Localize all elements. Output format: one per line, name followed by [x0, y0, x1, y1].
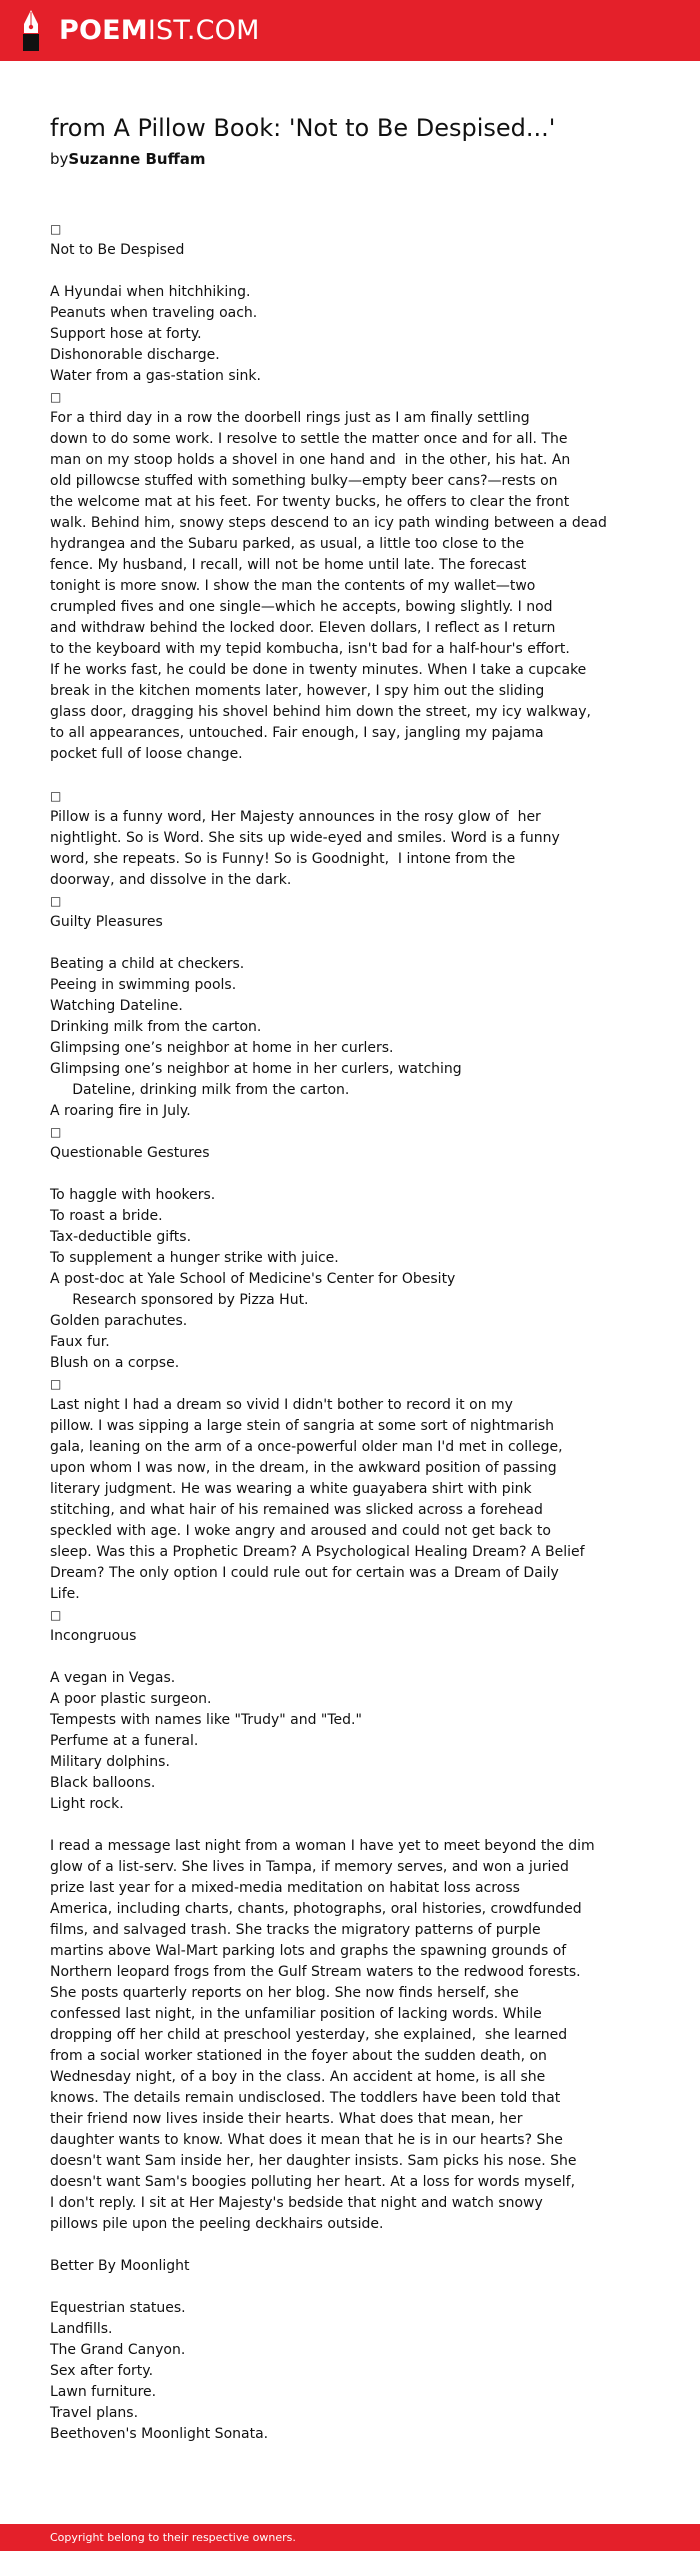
- poem-line: A Hyundai when hitchhiking.: [50, 284, 251, 300]
- poem-line: word, she repeats. So is Funny! So is Goodnight, I intone from the: [50, 851, 516, 867]
- poem-byline: [50, 149, 206, 169]
- poem-line: Perfume at a funeral.: [50, 1733, 199, 1749]
- poem-line: man on my stoop holds a shovel in one hand and in the other, his hat. An: [50, 452, 571, 468]
- poem-line: Support hose at forty.: [50, 326, 202, 342]
- poem-line: Not to Be Despised: [50, 242, 185, 258]
- poem-line: Life.: [50, 1586, 80, 1602]
- poem-line: Watching Dateline.: [50, 998, 183, 1014]
- poem-line: martins above Wal-Mart parking lots and graphs the spawning grounds of: [50, 1943, 567, 1959]
- stanza-spacer: [50, 2235, 665, 2256]
- poem-line: break in the kitchen moments later, however, I spy him out the sliding: [50, 683, 545, 699]
- poem-line: the welcome mat at his feet. For twenty bucks, he offers to clear the front: [50, 494, 570, 510]
- poem-line: doesn't want Sam's boogies polluting her heart. At a loss for words myself,: [50, 2174, 576, 2190]
- poem-line: Military dolphins.: [50, 1754, 170, 1770]
- poem-line: If he works fast, he could be done in twenty minutes. When I take a cupcake: [50, 662, 587, 678]
- poem-line: glass door, dragging his shovel behind him down the street, my icy walkway,: [50, 704, 591, 720]
- poem-line: films, and salvaged trash. She tracks the migratory patterns of purple: [50, 1922, 541, 1938]
- poem-line: Peanuts when traveling oach.: [50, 305, 258, 321]
- poem-line: Drinking milk from the carton.: [50, 1019, 262, 1035]
- section-marker-glyph: □: [50, 1377, 62, 1391]
- poem-line: Northern leopard frogs from the Gulf Stream waters to the redwood forests.: [50, 1964, 581, 1980]
- poem-line: daughter wants to know. What does it mean that he is in our hearts? She: [50, 2132, 563, 2148]
- logo-bold-text: POEM: [59, 15, 148, 46]
- stanza-spacer: [50, 261, 665, 282]
- poem-line: Beethoven's Moonlight Sonata.: [50, 2426, 269, 2442]
- poem-line: nightlight. So is Word. She sits up wide-eyed and smiles. Word is a funny: [50, 830, 560, 846]
- poem-line: Questionable Gestures: [50, 1145, 210, 1161]
- poem-line: walk. Behind him, snowy steps descend to an icy path winding between a dead: [50, 515, 607, 531]
- poem-line: Light rock.: [50, 1796, 124, 1812]
- poem-line: stitching, and what hair of his remained was slicked across a forehead: [50, 1502, 543, 1518]
- poem-line: I don't reply. I sit at Her Majesty's bedside that night and watch snowy: [50, 2195, 543, 2211]
- poem-line: America, including charts, chants, photographs, oral histories, crowdfunded: [50, 1901, 582, 1917]
- poem-line: pocket full of loose change.: [50, 746, 243, 762]
- poem-line: hydrangea and the Subaru parked, as usual, a little too close to the: [50, 536, 525, 552]
- poem-line: Faux fur.: [50, 1334, 110, 1350]
- logo-rest-text: IST.COM: [147, 15, 260, 46]
- poem-line: Guilty Pleasures: [50, 914, 163, 930]
- section-marker-glyph: □: [50, 1125, 62, 1139]
- poem-line: A vegan in Vegas.: [50, 1670, 176, 1686]
- poem-line: Better By Moonlight: [50, 2258, 190, 2274]
- poem-line: For a third day in a row the doorbell rings just as I am finally settling: [50, 410, 530, 426]
- pen-nib-logo-icon[interactable]: [17, 9, 45, 55]
- poem-line: doorway, and dissolve in the dark.: [50, 872, 292, 888]
- poem-line: A post-doc at Yale School of Medicine's Center for Obesity: [50, 1271, 456, 1287]
- poem-line: old pillowcse stuffed with something bulky—empty beer cans?—rests on: [50, 473, 558, 489]
- poem-line: Water from a gas-station sink.: [50, 368, 261, 384]
- poem-line: A roaring fire in July.: [50, 1103, 191, 1119]
- poem-line: upon whom I was now, in the dream, in the awkward position of passing: [50, 1460, 557, 1476]
- poem-line: She posts quarterly reports on her blog. She now finds herself, she: [50, 1985, 519, 2001]
- byline-label: by: [50, 150, 69, 168]
- section-marker-glyph: □: [50, 894, 62, 908]
- stanza-spacer: [50, 765, 665, 786]
- site-header: [0, 0, 700, 61]
- poem-line: to the keyboard with my tepid kombucha, isn't bad for a half-hour's effort.: [50, 641, 570, 657]
- poem-line: Peeing in swimming pools.: [50, 977, 237, 993]
- poem-line: Dream? The only option I could rule out for certain was a Dream of Daily: [50, 1565, 559, 1581]
- poem-line: I read a message last night from a woman I have yet to meet beyond the dim: [50, 1838, 595, 1854]
- poem-line: their friend now lives inside their hearts. What does that mean, her: [50, 2111, 523, 2127]
- site-logo[interactable]: [59, 15, 260, 47]
- poem-line: from a social worker stationed in the foyer about the sudden death, on: [50, 2048, 547, 2064]
- author-link[interactable]: Suzanne Buffam: [68, 150, 206, 168]
- poem-line: Wednesday night, of a boy in the class. An accident at home, is all she: [50, 2069, 546, 2085]
- poem-line: Last night I had a dream so vivid I didn't bother to record it on my: [50, 1397, 513, 1413]
- poem-line: Sex after forty.: [50, 2363, 154, 2379]
- poem-line: literary judgment. He was wearing a white guayabera shirt with pink: [50, 1481, 532, 1497]
- poem-line: Tax-deductible gifts.: [50, 1229, 192, 1245]
- section-marker-glyph: □: [50, 390, 62, 404]
- poem-line: doesn't want Sam inside her, her daughter insists. Sam picks his nose. She: [50, 2153, 577, 2169]
- poem-line: sleep. Was this a Prophetic Dream? A Psychological Healing Dream? A Belief: [50, 1544, 585, 1560]
- stanza-spacer: [50, 1647, 665, 1668]
- poem-line: pillows pile upon the peeling deckhairs outside.: [50, 2216, 384, 2232]
- stanza-spacer: [50, 1815, 665, 1836]
- poem-line: knows. The details remain undisclosed. The toddlers have been told that: [50, 2090, 561, 2106]
- poem-line: Lawn furniture.: [50, 2384, 157, 2400]
- poem-body: [50, 219, 665, 2445]
- poem-line: down to do some work. I resolve to settle the matter once and for all. The: [50, 431, 568, 447]
- poem-line: dropping off her child at preschool yesterday, she explained, she learned: [50, 2027, 568, 2043]
- poem-line: speckled with age. I woke angry and aroused and could not get back to: [50, 1523, 551, 1539]
- poem-line: Equestrian statues.: [50, 2300, 186, 2316]
- poem-line: Travel plans.: [50, 2405, 139, 2421]
- site-footer: [0, 2524, 700, 2551]
- poem-line: confessed last night, in the unfamiliar position of lacking words. While: [50, 2006, 542, 2022]
- poem-line: Pillow is a funny word, Her Majesty announces in the rosy glow of her: [50, 809, 541, 825]
- poem-line: Dishonorable discharge.: [50, 347, 220, 363]
- poem-line: Glimpsing one’s neighbor at home in her curlers, watching: [50, 1061, 462, 1077]
- poem-line: To roast a bride.: [50, 1208, 163, 1224]
- stanza-spacer: [50, 2277, 665, 2298]
- poem-line: A poor plastic surgeon.: [50, 1691, 212, 1707]
- poem-line: Glimpsing one’s neighbor at home in her curlers.: [50, 1040, 394, 1056]
- poem-line: The Grand Canyon.: [50, 2342, 186, 2358]
- poem-line: pillow. I was sipping a large stein of sangria at some sort of nightmarish: [50, 1418, 555, 1434]
- poem-line: fence. My husband, I recall, will not be home until late. The forecast: [50, 557, 527, 573]
- poem-line: tonight is more snow. I show the man the contents of my wallet—two: [50, 578, 536, 594]
- poem-title: from A Pillow Book: 'Not to Be Despised...': [50, 114, 556, 142]
- poem-line: Research sponsored by Pizza Hut.: [50, 1292, 309, 1308]
- poem-line: Black balloons.: [50, 1775, 156, 1791]
- poem-line: prize last year for a mixed-media meditation on habitat loss across: [50, 1880, 520, 1896]
- section-marker-glyph: □: [50, 1608, 62, 1622]
- poem-line: Beating a child at checkers.: [50, 956, 245, 972]
- poem-line: Tempests with names like "Trudy" and "Ted.": [50, 1712, 362, 1728]
- copyright-notice: Copyright belong to their respective owners.: [50, 2531, 296, 2544]
- poem-line: Blush on a corpse.: [50, 1355, 180, 1371]
- stanza-spacer: [50, 933, 665, 954]
- poem-line: to all appearances, untouched. Fair enough, I say, jangling my pajama: [50, 725, 544, 741]
- poem-line: Dateline, drinking milk from the carton.: [50, 1082, 350, 1098]
- poem-line: To haggle with hookers.: [50, 1187, 216, 1203]
- poem-line: crumpled fives and one single—which he accepts, bowing slightly. I nod: [50, 599, 553, 615]
- poem-line: gala, leaning on the arm of a once-powerful older man I'd met in college,: [50, 1439, 563, 1455]
- poem-line: To supplement a hunger strike with juice.: [50, 1250, 339, 1266]
- poem-line: glow of a list-serv. She lives in Tampa, if memory serves, and won a juried: [50, 1859, 569, 1875]
- poem-line: and withdraw behind the locked door. Eleven dollars, I reflect as I return: [50, 620, 556, 636]
- section-marker-glyph: □: [50, 222, 62, 236]
- poem-line: Golden parachutes.: [50, 1313, 188, 1329]
- stanza-spacer: [50, 1164, 665, 1185]
- poem-line: Incongruous: [50, 1628, 137, 1644]
- section-marker-glyph: □: [50, 789, 62, 803]
- poem-line: Landfills.: [50, 2321, 113, 2337]
